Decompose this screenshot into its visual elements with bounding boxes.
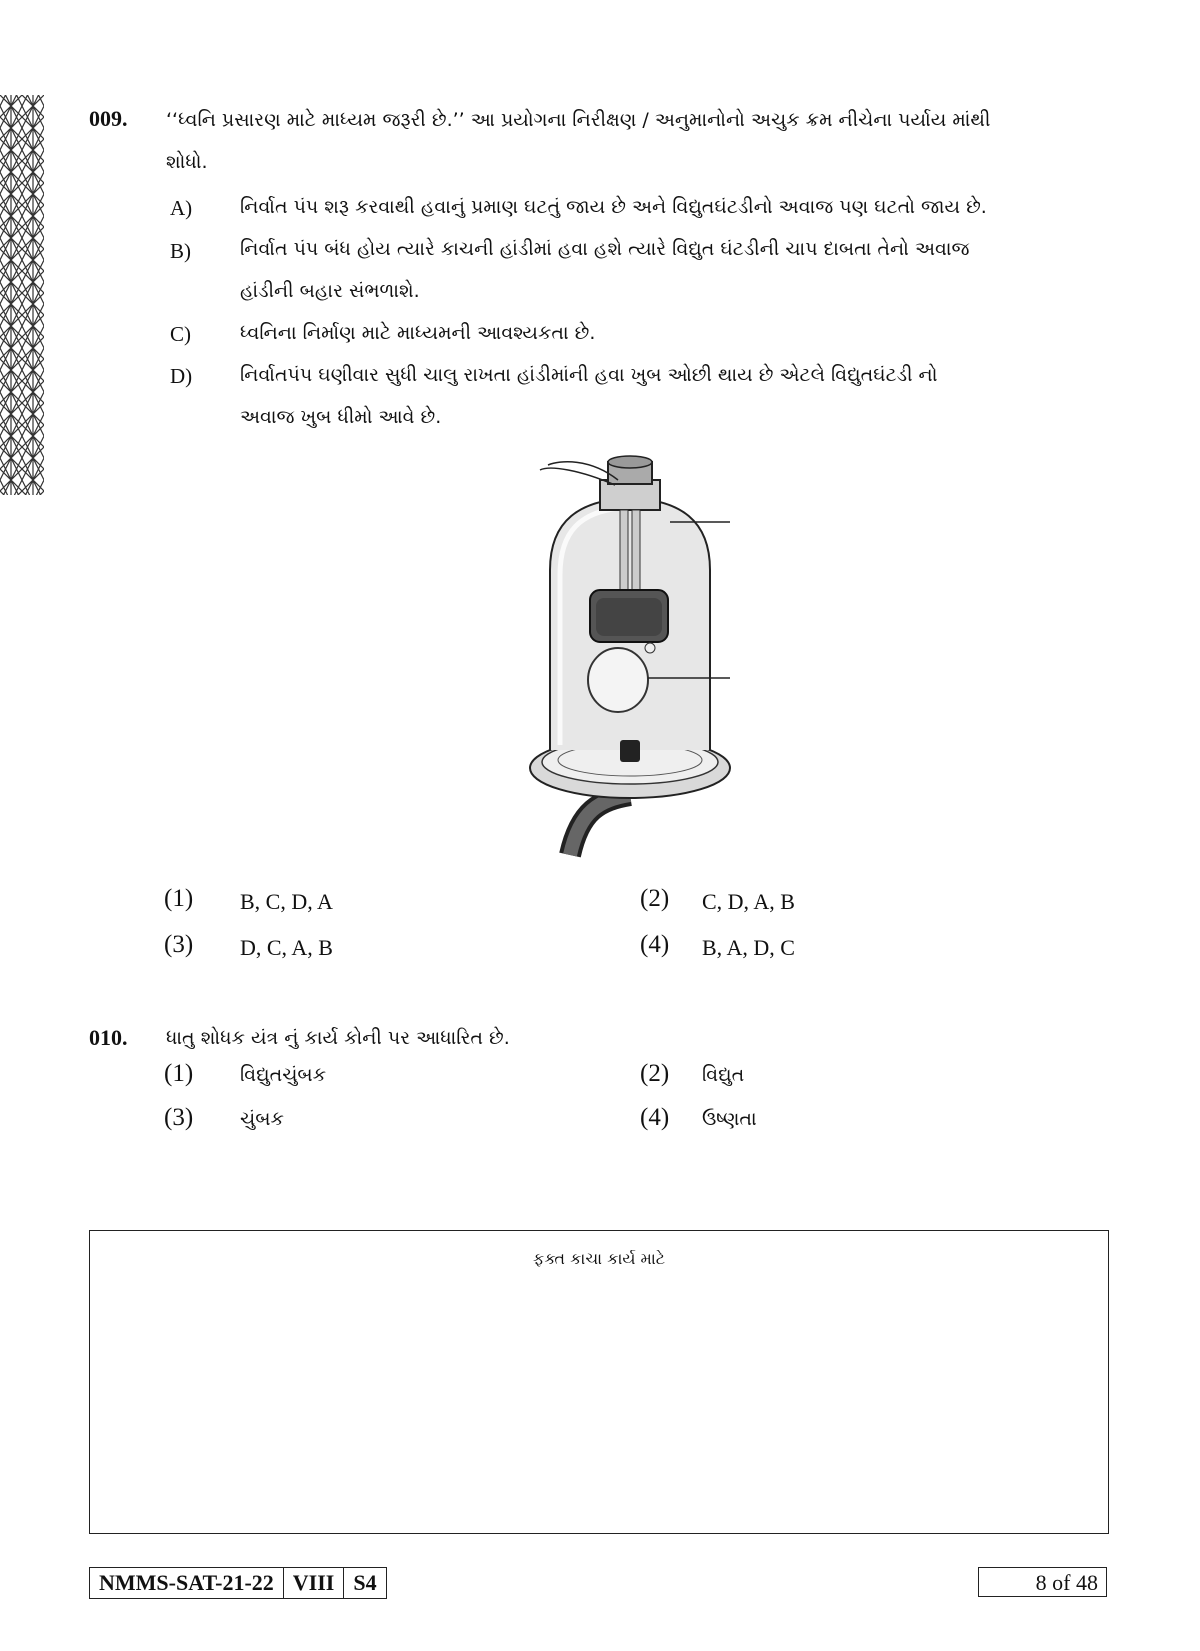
choice-number: (2): [640, 1060, 670, 1087]
standard: VIII: [284, 1568, 345, 1598]
statement-text: ધ્વનિના નિર્માણ માટે માધ્યમની આવશ્યકતા છે.: [240, 322, 596, 344]
statement-letter: D): [170, 364, 193, 388]
choice-number: (3): [164, 1104, 194, 1131]
choice-text[interactable]: C, D, A, B: [702, 889, 795, 914]
statement-text: અવાજ ખુબ ધીમો આવે છે.: [240, 406, 442, 428]
choice-number: (1): [164, 1060, 194, 1087]
question-text-line2: શોધો.: [166, 151, 208, 173]
question-number: 009.: [89, 106, 128, 131]
rough-work-label: ફક્ત કાચા કાર્ય માટે: [532, 1249, 666, 1268]
statement-text: નિર્વાતપંપ ઘણીવાર સુધી ચાલુ રાખતા હાંડીમાંની હવા ખુબ ઓછી થાય છે એટલે વિદ્યુતઘંટડી નો: [240, 364, 938, 386]
rough-work-box: [89, 1230, 1109, 1534]
choice-text[interactable]: ઉષ્ણતા: [702, 1108, 757, 1130]
statement-letter: B): [170, 239, 191, 263]
decorative-border-pattern: [0, 95, 44, 495]
choice-number: (1): [164, 885, 194, 912]
statement-text: હાંડીની બહાર સંભળાશે.: [240, 280, 420, 302]
bell-jar-experiment-illustration: [520, 450, 740, 860]
question-text-line1: ‘‘ધ્વનિ પ્રસારણ માટે માધ્યમ જરૂરી છે.’’ આ પ્રયોગના નિરીક્ષણ / અનુમાનોનો અચુક ક્રમ નીચેના પર્યાય માંથી: [166, 109, 991, 131]
statement-letter: A): [170, 196, 193, 220]
set-code: S4: [353, 1570, 377, 1595]
choice-text[interactable]: D, C, A, B: [240, 935, 333, 960]
page-number: 8 of 48: [978, 1567, 1107, 1597]
choice-text[interactable]: વિદ્યુત: [702, 1064, 745, 1086]
statement-text: નિર્વાત પંપ બંધ હોય ત્યારે કાચની હાંડીમાં હવા હશે ત્યારે વિદ્યુત ઘંટડીની ચાપ દાબતા તેનો અવાજ: [240, 238, 970, 260]
question-number: 010.: [89, 1025, 128, 1050]
choice-number: (3): [164, 931, 194, 958]
choice-text[interactable]: B, C, D, A: [240, 889, 333, 914]
choice-text[interactable]: B, A, D, C: [702, 935, 795, 960]
choice-number: (4): [640, 1104, 670, 1131]
choice-text[interactable]: ચુંબક: [240, 1108, 284, 1130]
statement-letter: C): [170, 322, 191, 346]
footer-code-box: [89, 1567, 387, 1599]
statement-text: નિર્વાત પંપ શરૂ કરવાથી હવાનું પ્રમાણ ઘટતું જાય છે અને વિદ્યુતઘંટડીનો અવાજ પણ ઘટતો જાય છે.: [240, 196, 987, 218]
question-text: ધાતુ શોધક યંત્ર નું કાર્ય કોની પર આધારિત છે.: [166, 1027, 510, 1049]
choice-number: (2): [640, 885, 670, 912]
choice-text[interactable]: વિદ્યુતચુંબક: [240, 1064, 327, 1086]
exam-code: NMMS-SAT-21-22: [90, 1568, 284, 1598]
choice-number: (4): [640, 931, 670, 958]
